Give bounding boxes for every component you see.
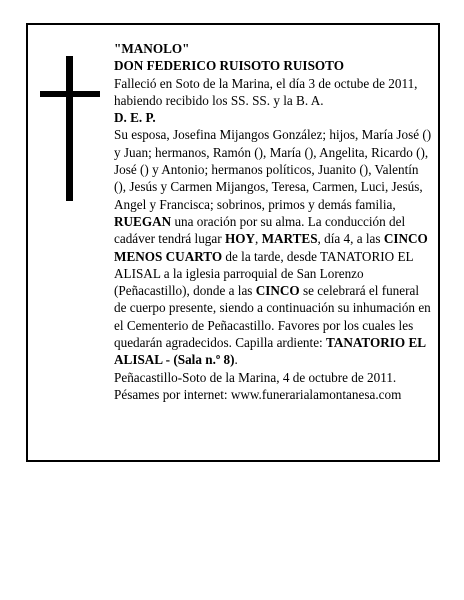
sacraments-line: habiendo recibido los SS. SS. y la B. A. — [114, 92, 324, 108]
condolences-line: Pésames por internet: www.funerarialamontanesa.com — [114, 386, 402, 402]
period-text: . — [234, 352, 238, 368]
funeral-paragraph — [114, 213, 432, 369]
obituary-notice — [26, 23, 440, 462]
capilla-ardiente-location: TANATORIO EL ALISAL - (Sala n.º 8) — [114, 335, 426, 368]
dep-line: D. E. P. — [114, 110, 156, 126]
cinco-menos-cuarto-words: CINCO MENOS CUARTO — [114, 231, 428, 264]
cross-horizontal-bar — [40, 91, 100, 97]
ruegan-word: RUEGAN — [114, 213, 172, 229]
funeral-text-4: se celebrará el funeral de cuerpo presente, siendo a continuación su inhumación en el Cementerio de Peñacastillo. Favores por los cuales les quedarán agradecidos. Capilla ardiente: — [114, 283, 431, 351]
funeral-text-1: una oración por su alma. La conducción del cadáver tendrá lugar — [114, 213, 406, 247]
funeral-text-2: , día 4, a las — [317, 231, 384, 247]
cinco-word: CINCO — [255, 283, 300, 299]
death-line: Falleció en Soto de la Marina, el día 3 de octube de 2011, — [114, 75, 418, 91]
cross-icon — [40, 56, 100, 201]
cross-vertical-bar — [66, 56, 73, 201]
place-date-line: Peñacastillo-Soto de la Marina, 4 de octubre de 2011. — [114, 369, 397, 385]
funeral-text-3: de la tarde, desde TANATORIO EL ALISAL a la iglesia parroquial de San Lorenzo (Peñacastillo), donde a las — [114, 248, 414, 299]
deceased-name: DON FEDERICO RUISOTO RUISOTO — [114, 58, 344, 74]
nickname: "MANOLO" — [114, 41, 190, 56]
hoy-word: HOY — [224, 231, 255, 247]
family-paragraph: Su esposa, Josefina Mijangos González; hijos, María José () y Juan; hermanos, Ramón (), María (), Angelita, Ricardo (), José () y Antonio; hermanos políticos, Juanito (), Valentín (), Jesús y Carmen Mijangos, Teresa, Carmen, Luci, Jesús, Angel y Francisca; sobrinos, primos y demás familia, — [114, 127, 432, 212]
obituary-text — [114, 40, 432, 403]
comma-text: , — [254, 231, 262, 247]
martes-word: MARTES — [261, 231, 318, 247]
